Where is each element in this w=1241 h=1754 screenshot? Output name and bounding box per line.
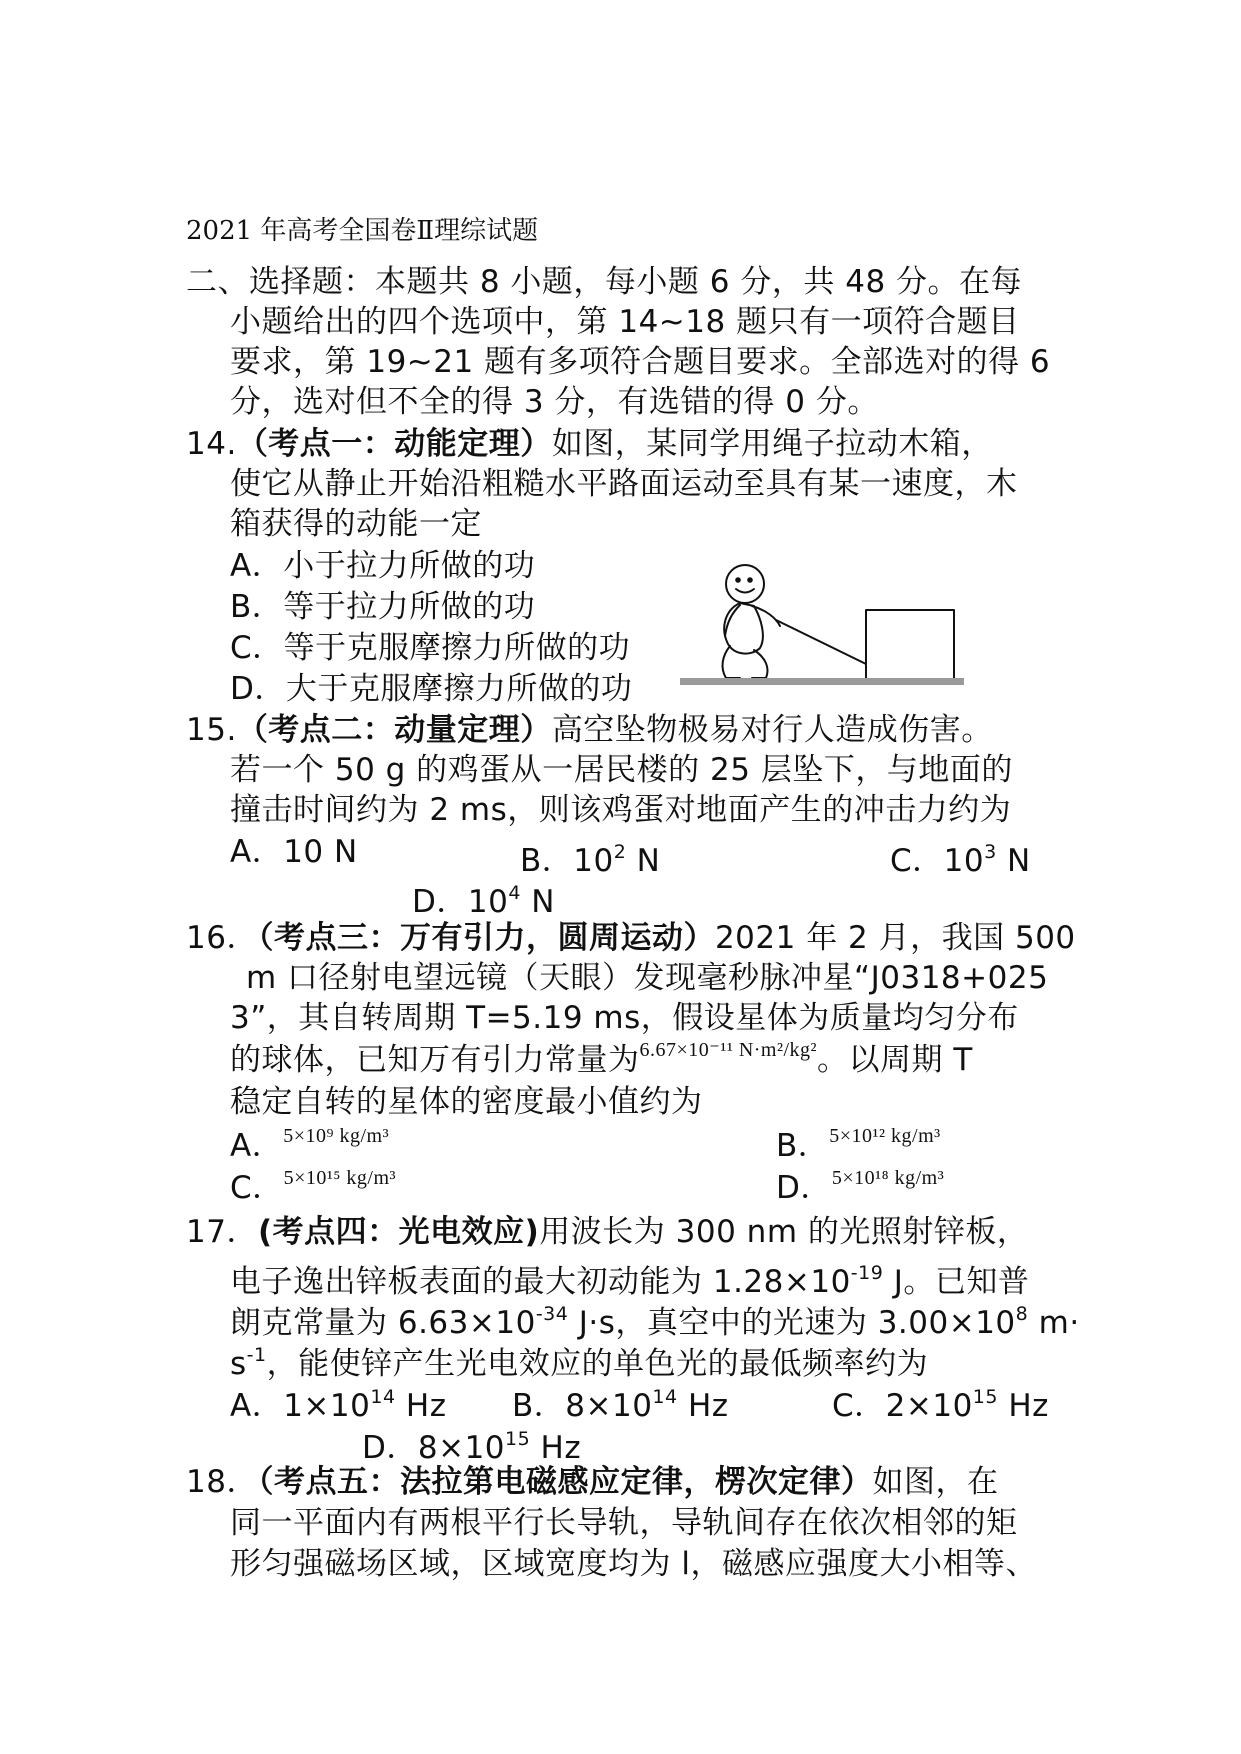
- q14-number: 14.: [186, 426, 237, 462]
- q14-topic: （考点一：动能定理）: [236, 426, 552, 462]
- person-pulling-box-figure: [680, 558, 970, 688]
- q14-option-c: C．等于克服摩擦力所做的功: [230, 630, 631, 666]
- q14-option-d: D．大于克服摩擦力所做的功: [230, 671, 633, 707]
- q16-topic: （考点三：万有引力，圆周运动）: [257, 920, 715, 956]
- q14-stem-3: 箱获得的动能一定: [230, 506, 482, 542]
- q16-line-1: [186, 918, 1076, 958]
- q17-number: 17．: [186, 1214, 258, 1250]
- q16-stem-1: 2021 年 2 月，我国 500: [714, 920, 1076, 956]
- q14-line-1: [186, 424, 993, 464]
- q17-option-d: D．$8\times 10^{15}$ Hz: [362, 1428, 582, 1466]
- person-eye-right: [748, 578, 752, 582]
- q16-number: 16．: [186, 920, 258, 956]
- q16-option-b: B．$^{5\times 10^{12} kg/m^3}$: [776, 1125, 941, 1164]
- q18-stem-1: 如图，在: [872, 1464, 999, 1500]
- q16-stem-2: m 口径射电望远镜（天眼）发现毫秒脉冲星“J0318+025: [246, 960, 1049, 996]
- intro-line-4: 分，选对但不全的得 3 分，有选错的得 0 分。: [230, 384, 879, 420]
- intro-line-3: 要求，第 19~21 题有多项符合题目要求。全部选对的得 6: [230, 344, 1051, 380]
- q14-stem-2: 使它从静止开始沿粗糙水平路面运动至具有某一速度，木: [230, 466, 1018, 502]
- wooden-box: [866, 610, 954, 679]
- q16-option-d: D．$^{5\times 10^{18} kg/m^3}$: [776, 1167, 945, 1206]
- q14-option-b: B．等于拉力所做的功: [230, 589, 536, 625]
- q18-line-1: [186, 1462, 998, 1502]
- q16-stem-5: 稳定自转的星体的密度最小值约为: [230, 1084, 703, 1120]
- gravitational-constant-formula: 6.67×10⁻¹¹ N·m²/kg²: [639, 1039, 818, 1061]
- q15-option-d: D．$10^4$ N: [412, 882, 555, 920]
- q15-option-c: C．$10^3$ N: [890, 841, 1031, 879]
- ground: [680, 678, 964, 685]
- q17-stem-3: 朗克常量为 $6.63\times 10^{-34}$ J·s，真空中的光速为 $3.00\times 10^8$ m·: [230, 1303, 1080, 1341]
- q16-stem-3: 3”，其自转周期 T=5.19 ms，假设星体为质量均匀分布: [230, 1000, 1019, 1036]
- q16-option-a: A．$^{5\times 10^9 kg/m^3}$: [230, 1125, 390, 1164]
- q15-stem-3: 撞击时间约为 2 ms，则该鸡蛋对地面产生的冲击力约为: [230, 792, 1012, 828]
- q15-option-b: B．$10^2$ N: [520, 841, 661, 879]
- q14-option-a: A．小于拉力所做的功: [230, 548, 536, 584]
- q15-stem-1: 高空坠物极易对行人造成伤害。: [551, 712, 993, 748]
- q18-topic: （考点五：法拉第电磁感应定律，楞次定律）: [257, 1464, 873, 1500]
- q16-option-c: C．$^{5\times 10^{15} kg/m^3}$: [230, 1167, 397, 1206]
- q17-option-b: B．$8\times 10^{14}$ Hz: [512, 1386, 729, 1424]
- q18-stem-2: 同一平面内有两根平行长导轨，导轨间存在依次相邻的矩: [230, 1505, 1018, 1541]
- q15-number: 15.: [186, 712, 237, 748]
- q15-stem-2: 若一个 50 g 的鸡蛋从一居民楼的 25 层坠下，与地面的: [230, 752, 1013, 788]
- q17-line-1: [186, 1212, 1028, 1252]
- q17-option-a: A．$1\times 10^{14}$ Hz: [230, 1386, 447, 1424]
- q17-stem-4: $s^{-1}$，能使锌产生光电效应的单色光的最低频率约为: [230, 1344, 929, 1382]
- person-eye-left: [736, 578, 740, 582]
- q17-stem-1: 用波长为 300 nm 的光照射锌板，: [539, 1214, 1029, 1250]
- q18-number: 18．: [186, 1464, 258, 1500]
- intro-line-1: 二、选择题：本题共 8 小题，每小题 6 分，共 48 分。在每: [186, 264, 1023, 300]
- q17-stem-2: 电子逸出锌板表面的最大初动能为 $1.28\times 10^{-19}$ J。已知普: [230, 1262, 1030, 1300]
- q15-line-1: [186, 710, 993, 750]
- intro-line-2: 小题给出的四个选项中，第 14~18 题只有一项符合题目: [230, 304, 1020, 340]
- q18-stem-3: 形匀强磁场区域，区域宽度均为 l，磁感应强度大小相等、: [230, 1546, 1037, 1582]
- exam-title: 2021 年高考全国卷Ⅱ理综试题: [186, 216, 539, 246]
- q14-stem-1: 如图，某同学用绳子拉动木箱，: [551, 426, 993, 462]
- q17-option-c: C．$2\times 10^{15}$ Hz: [832, 1386, 1049, 1424]
- person-head: [726, 565, 764, 603]
- q17-topic: (考点四：光电效应): [257, 1214, 540, 1250]
- rope: [776, 620, 866, 664]
- person-leg-front: [752, 650, 768, 678]
- q16-stem-4: 的球体，已知万有引力常量为$^{6.67\times 10^{-11} N\cdot m^2/kg^2}$。以周期 T: [230, 1039, 973, 1078]
- q15-option-a: A．10 N: [230, 834, 358, 870]
- q15-topic: （考点二：动量定理）: [236, 712, 552, 748]
